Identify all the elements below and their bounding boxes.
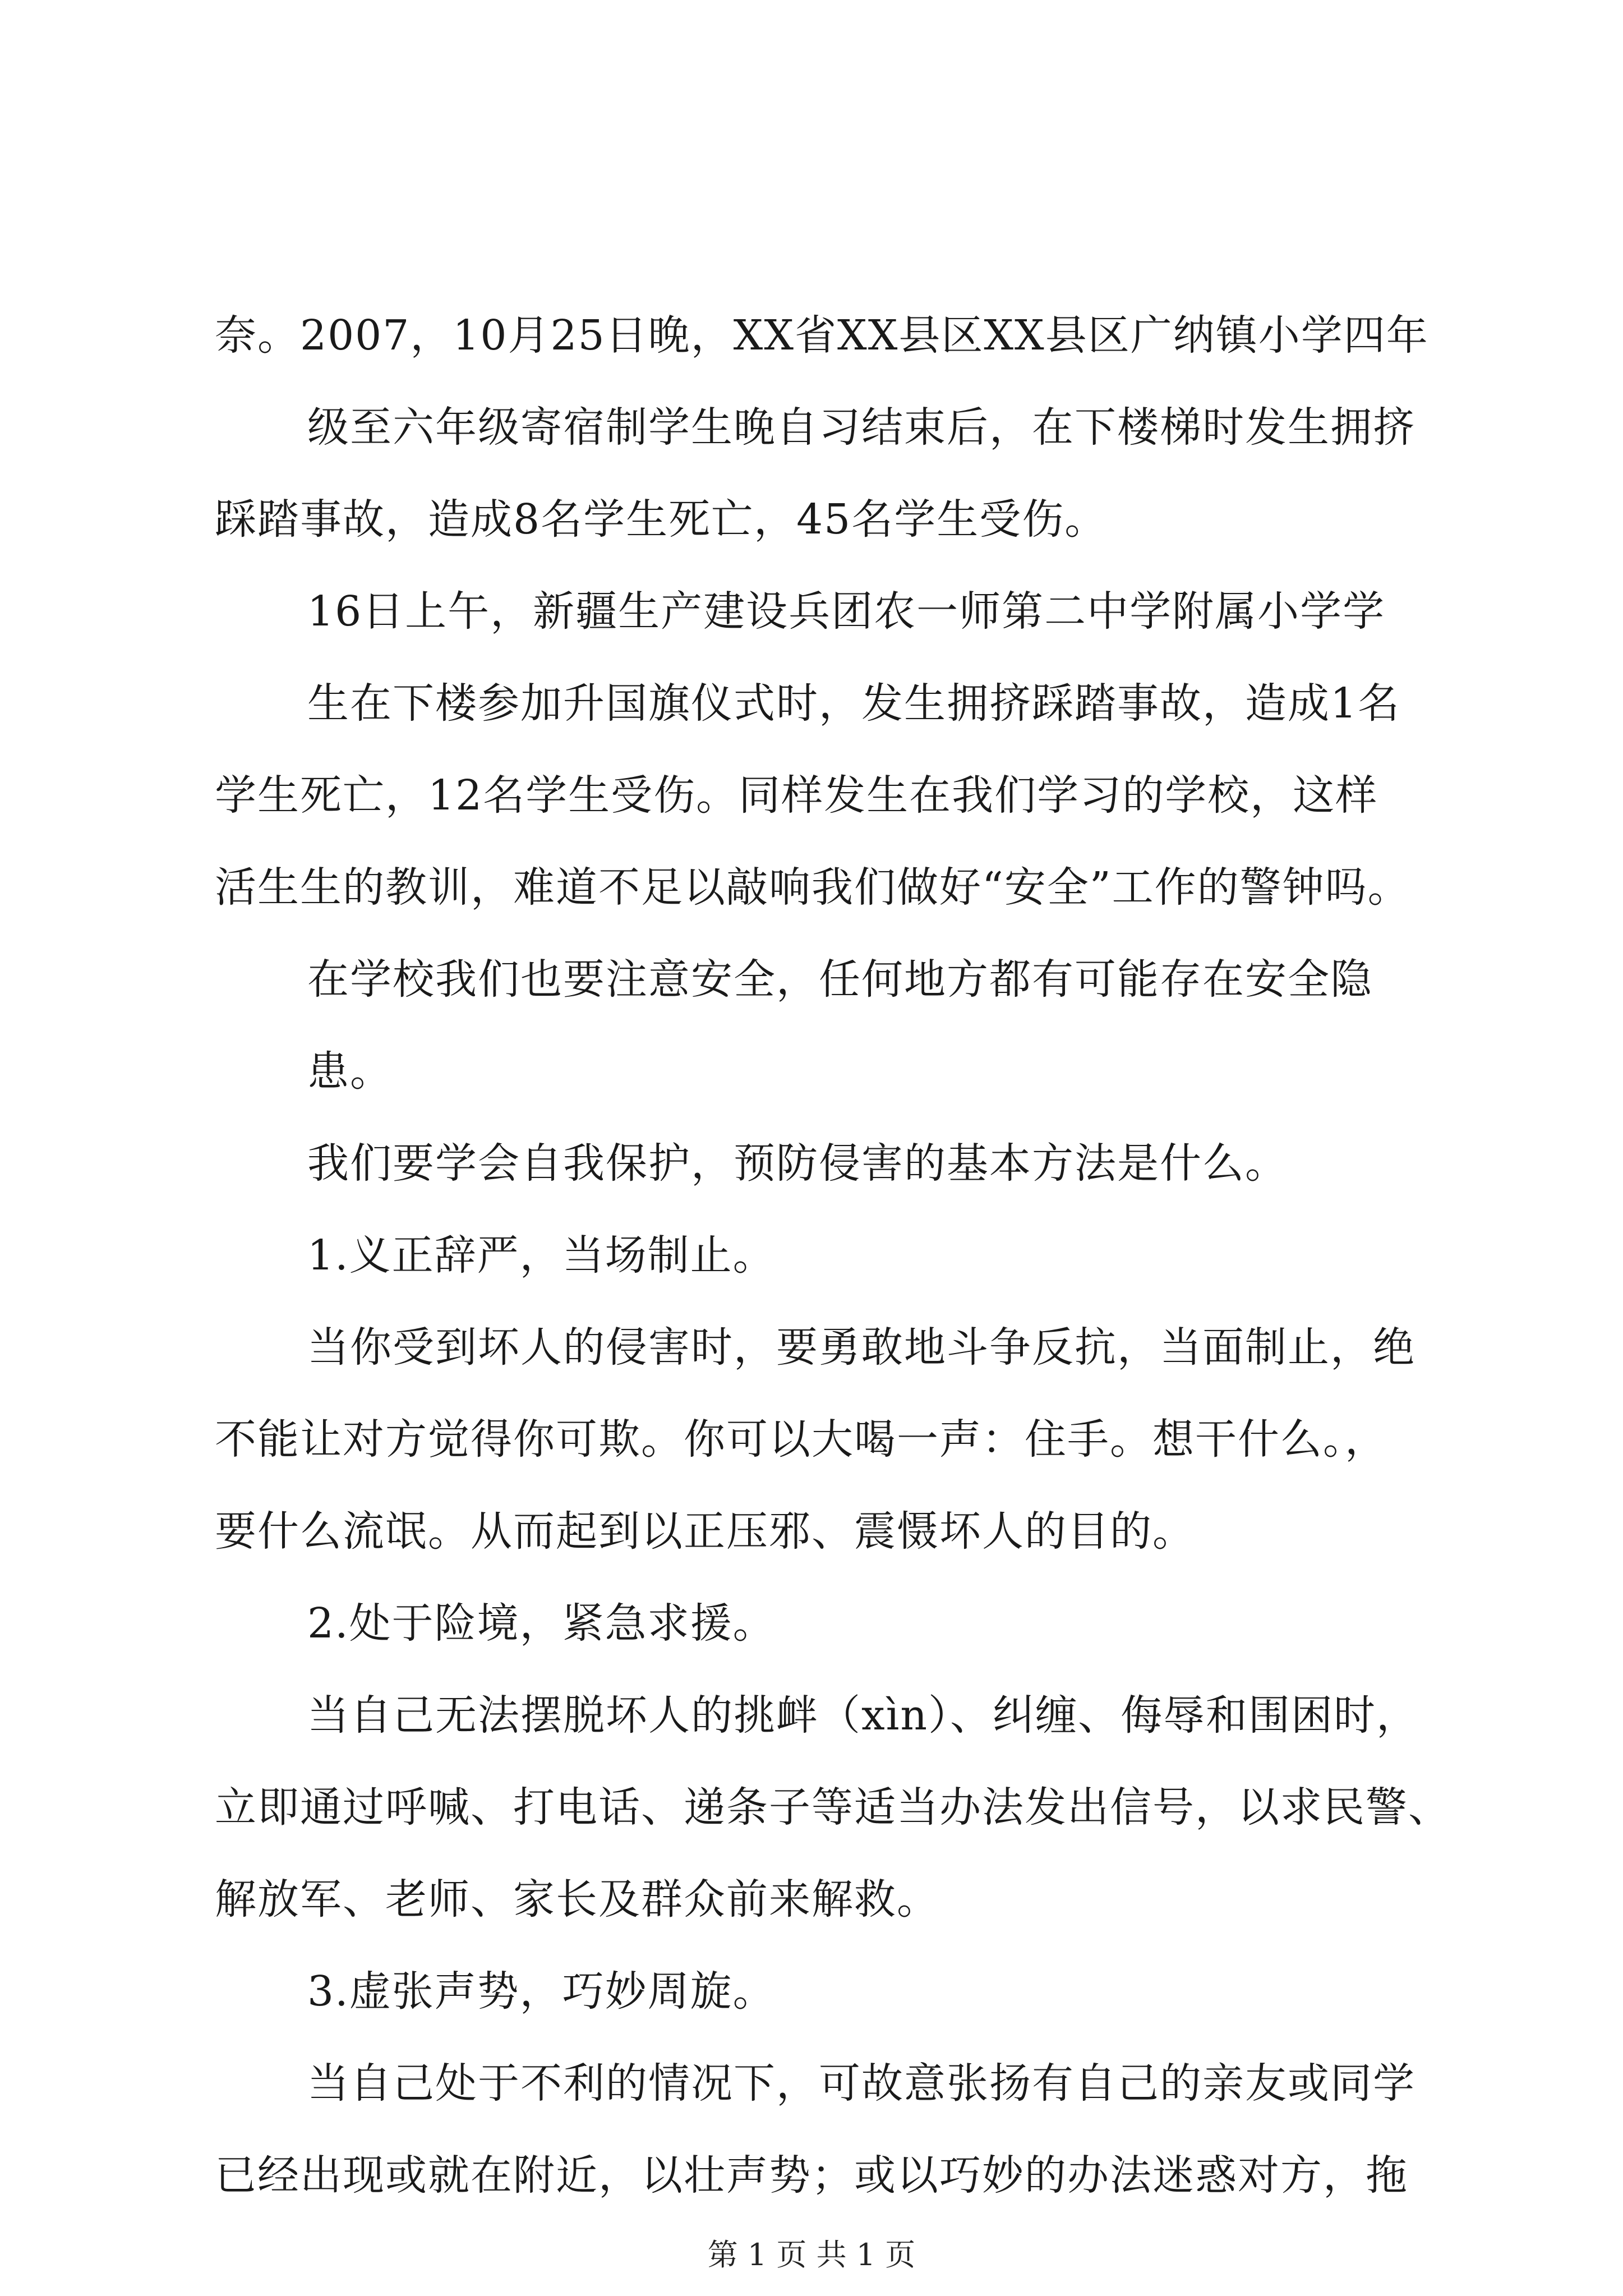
text-line: 当自己处于不利的情况下，可故意张扬有自己的亲友或同学 (307, 2059, 1415, 2108)
page-footer: 第 1 页 共 1 页 (707, 2237, 916, 2272)
text-line: 级至六年级寄宿制学生晚自习结束后，在下楼梯时发生拥挤 (307, 403, 1415, 452)
text-line: 奈。2007，10月25日晚，XX省XX县区XX县区广纳镇小学四年 (215, 311, 1429, 360)
text-line: 踩踏事故，造成8名学生死亡，45名学生受伤。 (215, 495, 1108, 544)
text-line: 已经出现或就在附近，以壮声势；或以巧妙的办法迷惑对方，拖 (215, 2151, 1408, 2200)
text-line: 要什么流氓。从而起到以正压邪、震慑坏人的目的。 (215, 1507, 1195, 1556)
text-line: 16日上午，新疆生产建设兵团农一师第二中学附属小学学 (307, 587, 1386, 636)
text-line: 不能让对方觉得你可欺。你可以大喝一声：住手。想干什么。， (215, 1415, 1387, 1464)
text-line: 活生生的教训，难道不足以敲响我们做好“安全”工作的警钟吗。 (215, 863, 1410, 912)
text-line: 3.虚张声势，巧妙周旋。 (307, 1967, 776, 2016)
text-line: 当你受到坏人的侵害时，要勇敢地斗争反抗，当面制止，绝 (307, 1323, 1415, 1372)
text-line: 在学校我们也要注意安全，任何地方都有可能存在安全隐 (307, 955, 1373, 1004)
text-line: 我们要学会自我保护，预防侵害的基本方法是什么。 (307, 1139, 1288, 1188)
text-line: 1.义正辞严，当场制止。 (307, 1231, 776, 1280)
text-line: 生在下楼参加升国旗仪式时，发生拥挤踩踏事故，造成1名 (307, 679, 1401, 728)
text-line: 2.处于险境，紧急求援。 (307, 1599, 776, 1648)
text-line: 立即通过呼喊、打电话、递条子等适当办法发出信号，以求民警、 (215, 1783, 1451, 1832)
text-line: 患。 (307, 1047, 393, 1096)
text-line: 当自己无法摆脱坏人的挑衅（xìn）、纠缠、侮辱和围困时， (307, 1691, 1419, 1740)
text-line: 学生死亡，12名学生受伤。同样发生在我们学习的学校，这样 (215, 771, 1378, 820)
text-line: 解放军、老师、家长及群众前来解救。 (215, 1875, 939, 1924)
